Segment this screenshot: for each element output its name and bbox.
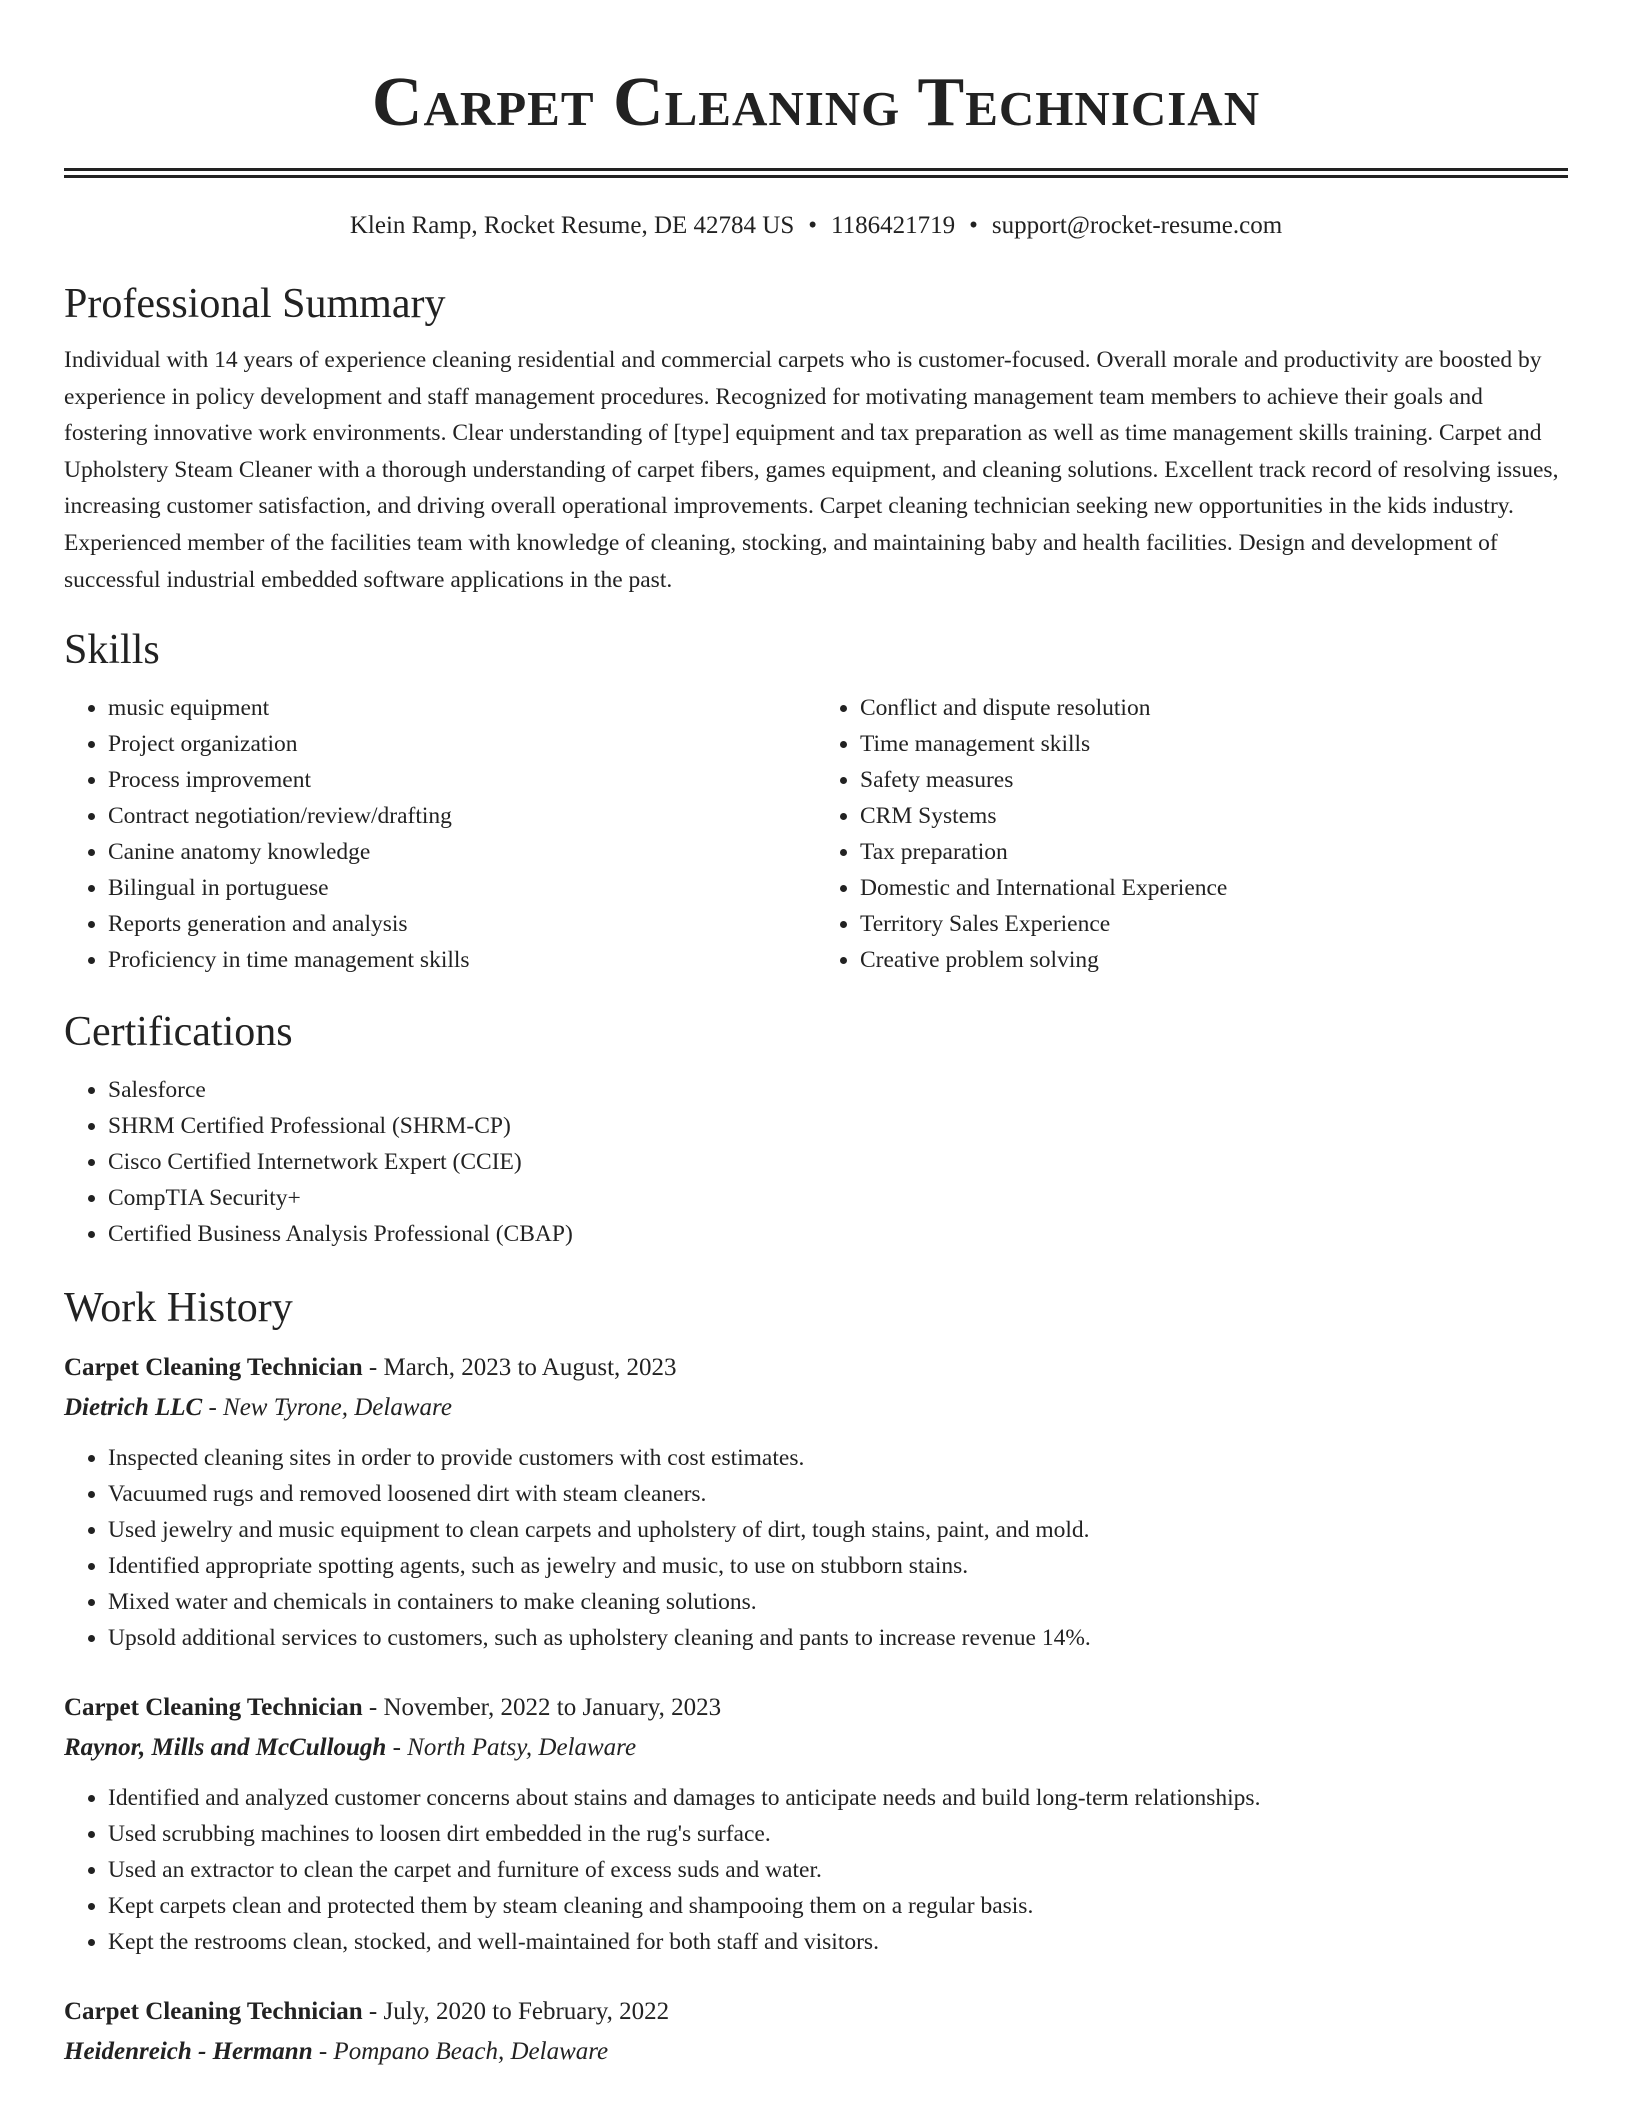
skill-item: • Contract negotiation/review/drafting bbox=[108, 798, 816, 834]
job-bullets bbox=[64, 1440, 1568, 1656]
skill-item: • CRM Systems bbox=[860, 798, 1568, 834]
skill-item: • Process improvement bbox=[108, 762, 816, 798]
job-bullet: • Identified and analyzed customer concerns about stains and damages to anticipate needs and build long-term relationships. bbox=[108, 1780, 1568, 1816]
job-bullet: • Upsold additional services to customers, such as upholstery cleaning and pants to increase revenue 14%. bbox=[108, 1620, 1568, 1656]
skills-list bbox=[64, 690, 1568, 978]
job-company-line bbox=[64, 2032, 1568, 2072]
skill-item: • Project organization bbox=[108, 726, 816, 762]
job-bullet: • Identified appropriate spotting agents, such as jewelry and music, to use on stubborn stains. bbox=[108, 1548, 1568, 1584]
job-title-line bbox=[64, 1348, 1568, 1388]
skill-item: • Creative problem solving bbox=[860, 942, 1568, 978]
job-title: Carpet Cleaning Technician bbox=[64, 1998, 363, 2026]
skill-item: • Safety measures bbox=[860, 762, 1568, 798]
job-title-line bbox=[64, 1688, 1568, 1728]
job-bullet: • Used scrubbing machines to loosen dirt embedded in the rug's surface. bbox=[108, 1816, 1568, 1852]
certification-item: • Salesforce bbox=[108, 1072, 1568, 1108]
job-entry bbox=[64, 1688, 1568, 1960]
skills-column-right bbox=[816, 690, 1568, 978]
job-title: Carpet Cleaning Technician bbox=[64, 1694, 363, 1722]
contact-email: support@rocket-resume.com bbox=[991, 212, 1283, 239]
job-company: Heidenreich - Hermann bbox=[64, 2038, 313, 2066]
job-dates: - July, 2020 to February, 2022 bbox=[362, 1998, 670, 2026]
job-bullet: • Used jewelry and music equipment to clean carpets and upholstery of dirt, tough stains, paint, and mold. bbox=[108, 1512, 1568, 1548]
summary-heading: Professional Summary bbox=[64, 281, 446, 327]
certifications-list bbox=[64, 1072, 1568, 1252]
summary-text: Individual with 14 years of experience cleaning residential and commercial carpets who is customer-focused. Overall morale and productivity are boosted by experience in policy development and staff management procedures. Recognized for motivating management team members to achieve their goals and fostering innovative work environments. Clear understanding of [type] equipment and tax preparation as well as time management skills training. Carpet and Upholstery Steam Cleaner with a thorough understanding of carpet fibers, games equipment, and cleaning solutions. Excellent track record of resolving issues, increasing customer satisfaction, and driving overall operational improvements. Carpet cleaning technician seeking new opportunities in the kids industry. Experienced member of the facilities team with knowledge of cleaning, stocking, and maintaining baby and health facilities. Design and development of successful industrial embedded software applications in the past. bbox=[64, 347, 1559, 593]
certifications-heading: Certifications bbox=[64, 1009, 293, 1056]
skill-item: • Bilingual in portuguese bbox=[108, 870, 816, 906]
job-location: - Pompano Beach, Delaware bbox=[312, 2038, 609, 2066]
job-entry bbox=[64, 1348, 1568, 1656]
certification-item: • Certified Business Analysis Professional (CBAP) bbox=[108, 1216, 1568, 1252]
skill-item: • Tax preparation bbox=[860, 834, 1568, 870]
skill-item: • music equipment bbox=[108, 690, 816, 726]
skill-item: • Reports generation and analysis bbox=[108, 906, 816, 942]
job-bullet: • Inspected cleaning sites in order to provide customers with cost estimates. bbox=[108, 1440, 1568, 1476]
job-location: - New Tyrone, Delaware bbox=[202, 1394, 452, 1422]
skill-item: • Time management skills bbox=[860, 726, 1568, 762]
job-bullet: • Vacuumed rugs and removed loosened dirt with steam cleaners. bbox=[108, 1476, 1568, 1512]
skill-item: • Territory Sales Experience bbox=[860, 906, 1568, 942]
job-bullet: • Mixed water and chemicals in containers to make cleaning solutions. bbox=[108, 1584, 1568, 1620]
contact-line bbox=[64, 206, 1568, 246]
job-bullet: • Kept the restrooms clean, stocked, and well-maintained for both staff and visitors. bbox=[108, 1924, 1568, 1960]
job-location: - North Patsy, Delaware bbox=[386, 1734, 637, 1762]
contact-separator: • bbox=[969, 212, 978, 239]
job-bullet: • Used an extractor to clean the carpet and furniture of excess suds and water. bbox=[108, 1852, 1568, 1888]
work-history-heading: Work History bbox=[64, 1285, 293, 1332]
skill-item: • Proficiency in time management skills bbox=[108, 942, 816, 978]
job-bullet: • Kept carpets clean and protected them by steam cleaning and shampooing them on a regular basis. bbox=[108, 1888, 1568, 1924]
job-bullets bbox=[64, 1780, 1568, 1960]
skill-item: • Domestic and International Experience bbox=[860, 870, 1568, 906]
skills-column-left bbox=[64, 690, 816, 978]
title-divider bbox=[64, 168, 1568, 178]
job-entry bbox=[64, 1992, 1568, 2072]
job-dates: - March, 2023 to August, 2023 bbox=[362, 1354, 677, 1382]
job-title: Carpet Cleaning Technician bbox=[64, 1354, 363, 1382]
certification-item: • CompTIA Security+ bbox=[108, 1180, 1568, 1216]
job-title-line bbox=[64, 1992, 1568, 2032]
resume-title: Carpet Cleaning Technician bbox=[371, 64, 1261, 141]
contact-separator: • bbox=[808, 212, 818, 239]
certification-item: • Cisco Certified Internetwork Expert (CCIE) bbox=[108, 1144, 1568, 1180]
certification-item: • SHRM Certified Professional (SHRM-CP) bbox=[108, 1108, 1568, 1144]
job-company-line bbox=[64, 1388, 1568, 1428]
job-company: Dietrich LLC bbox=[64, 1394, 203, 1422]
job-company: Raynor, Mills and McCullough bbox=[64, 1734, 387, 1762]
job-dates: - November, 2022 to January, 2023 bbox=[362, 1694, 722, 1722]
skills-heading: Skills bbox=[64, 627, 160, 674]
job-company-line bbox=[64, 1728, 1568, 1768]
skill-item: • Conflict and dispute resolution bbox=[860, 690, 1568, 726]
skill-item: • Canine anatomy knowledge bbox=[108, 834, 816, 870]
contact-phone: 1186421719 bbox=[831, 212, 956, 239]
contact-address: Klein Ramp, Rocket Resume, DE 42784 US bbox=[349, 212, 795, 239]
